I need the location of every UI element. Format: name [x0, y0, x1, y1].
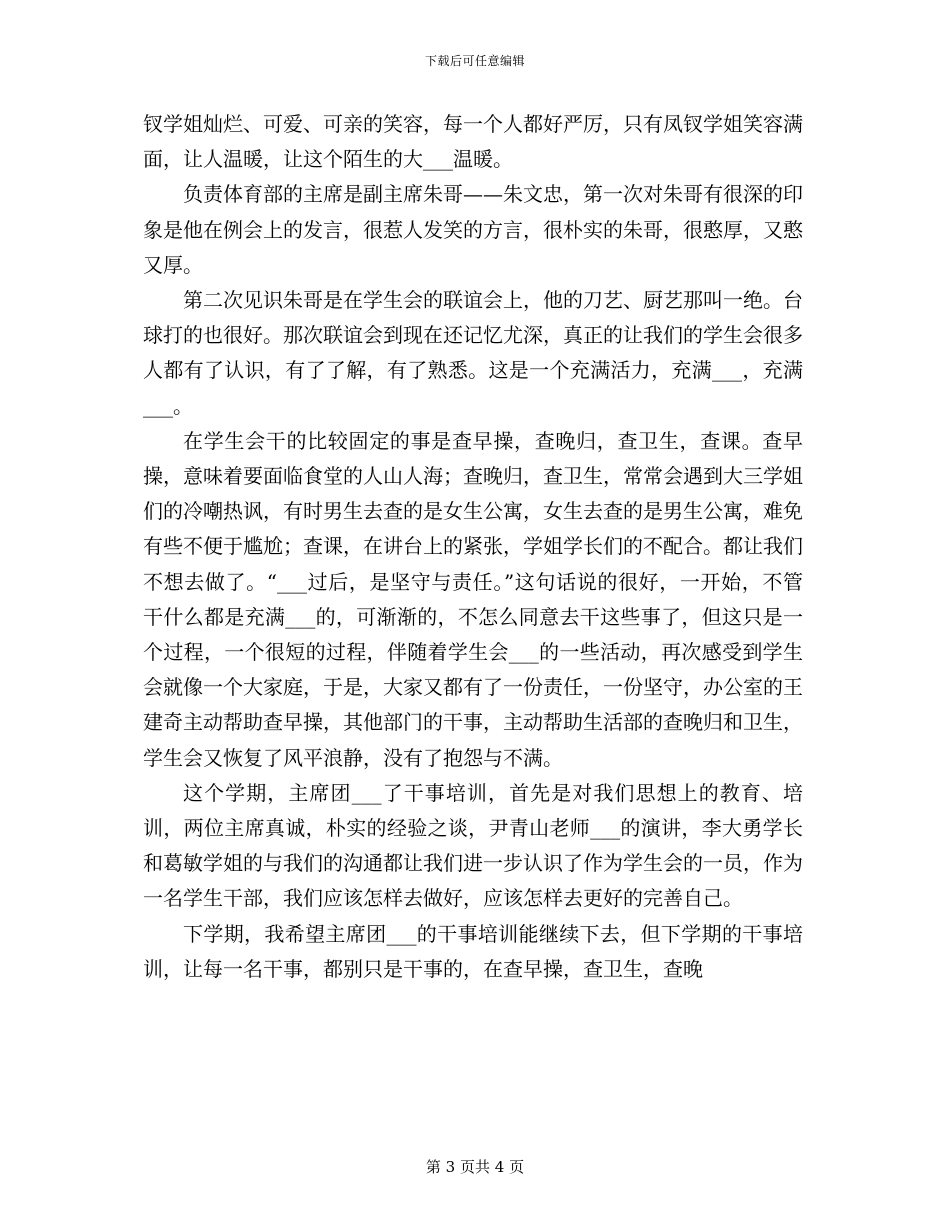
- paragraph: 在学生会干的比较固定的事是查早操，查晚归，查卫生，查课。查早操，意味着要面临食堂的人山人海；查晚归，查卫生，常常会遇到大三学姐们的冷嘲热讽，有时男生去查的是女生公寓，女生去查的是男生公寓，难免有些不便于尴尬；查课，在讲台上的紧张，学姐学长们的不配合。都让我们不想去做了。“___过后，是坚守与责任。”这句话说的很好，一开始，不管干什么都是充满___的，可渐渐的，不怎么同意去干这些事了，但这只是一个过程，一个很短的过程，伴随着学生会___的一些活动，再次感受到学生会就像一个大家庭，于是，大家又都有了一份责任，一份坚守，办公室的王建奇主动帮助查早操，其他部门的干事，主动帮助生活部的查晚归和卫生，学生会又恢复了风平浪静，没有了抱怨与不满。: [143, 428, 803, 770]
- paragraph-continued: 钗学姐灿烂、可爱、可亲的笑容，每一个人都好严厉，只有凤钗学姐笑容满面，让人温暖，让这个陌生的大___温暖。: [143, 112, 803, 172]
- paragraph: 这个学期，主席团___了干事培训，首先是对我们思想上的教育、培训，两位主席真诚，朴实的经验之谈，尹青山老师___的演讲，李大勇学长和葛敏学姐的与我们的沟通都让我们进一步认识了作为学生会的一员，作为一名学生干部，我们应该怎样去做好，应该怎样去更好的完善自己。: [143, 780, 803, 911]
- page-number-footer: 第 3 页共 4 页: [425, 1158, 525, 1176]
- paragraph: 下学期，我希望主席团___的干事培训能继续下去，但下学期的干事培训，让每一名干事，都别只是干事的，在查早操，查卫生，查晚: [143, 921, 803, 981]
- paragraph: 负责体育部的主席是副主席朱哥——朱文忠，第一次对朱哥有很深的印象是他在例会上的发言，很惹人发笑的方言，很朴实的朱哥，很憨厚，又憨又厚。: [143, 182, 803, 277]
- paragraph: 第二次见识朱哥是在学生会的联谊会上，他的刀艺、厨艺那叫一绝。台球打的也很好。那次联谊会到现在还记忆尤深，真正的让我们的学生会很多人都有了认识，有了了解，有了熟悉。这是一个充满活力，充满___，充满___。: [143, 288, 803, 418]
- page-header: 下载后可任意编辑: [424, 54, 525, 68]
- document-body: [143, 107, 803, 987]
